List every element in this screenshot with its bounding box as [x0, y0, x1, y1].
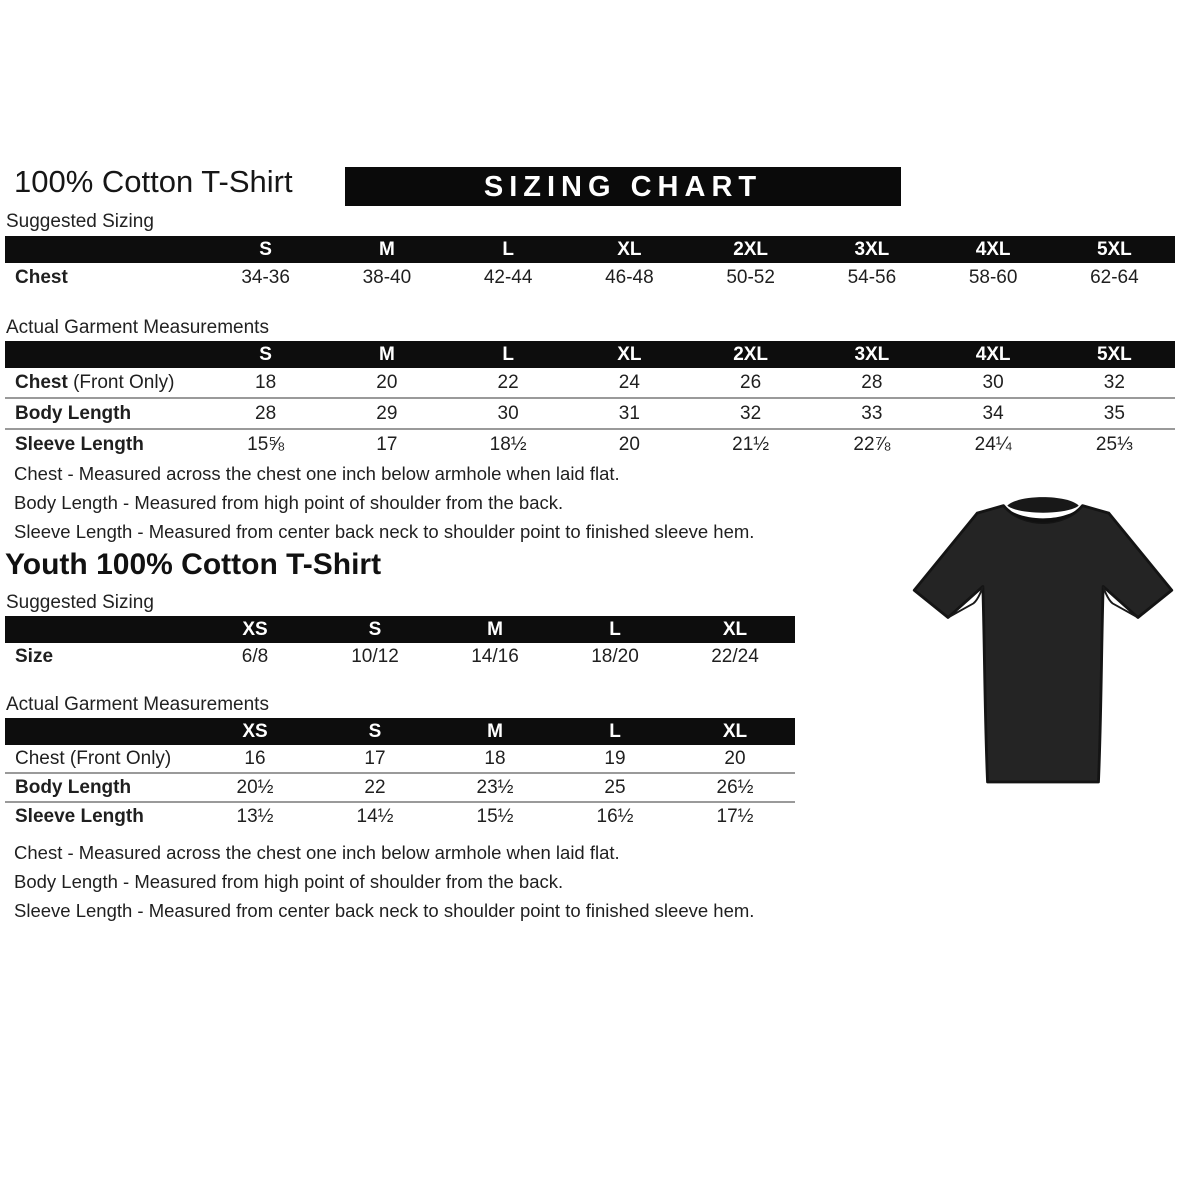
table-cell: 20 — [724, 747, 746, 769]
table-cell: 18 — [484, 747, 506, 769]
table-cell: 33 — [811, 398, 932, 429]
tshirt-graphic — [902, 478, 1184, 804]
row-label: Size — [15, 645, 54, 667]
table-cell: 34-36 — [241, 266, 290, 288]
row-label-main: Chest — [15, 371, 68, 393]
row-label: Body Length — [5, 398, 205, 429]
table-cell: 50-52 — [726, 266, 775, 288]
table-cell: 14/16 — [471, 645, 519, 667]
table-cell: 20½ — [195, 773, 315, 802]
table-cell: 32 — [1103, 371, 1125, 393]
table-cell: 23½ — [435, 773, 555, 802]
size-col-header: 2XL — [690, 236, 811, 263]
size-col-header: 2XL — [690, 341, 811, 368]
size-col-header: L — [555, 616, 675, 643]
youth-measurement-notes — [14, 838, 754, 925]
table-row — [5, 398, 1175, 429]
table-cell: 14½ — [315, 802, 435, 830]
table-cell: 32 — [690, 398, 811, 429]
table-cell: 22⅞ — [811, 429, 932, 459]
size-col-header: XL — [675, 616, 795, 643]
table-cell: 17½ — [675, 802, 795, 830]
table-row — [5, 773, 795, 802]
youth-suggested-sizing-label: Suggested Sizing — [6, 592, 154, 613]
table-row — [5, 745, 795, 773]
table-row — [5, 802, 795, 830]
empty-header-cell — [5, 616, 195, 643]
table-cell: 17 — [326, 429, 447, 459]
youth-suggested-sizing-table — [5, 616, 795, 670]
table-cell: 16 — [244, 747, 266, 769]
size-col-header: 4XL — [933, 236, 1054, 263]
table-cell: 31 — [569, 398, 690, 429]
table-cell: 54-56 — [847, 266, 897, 288]
size-col-header: L — [448, 236, 569, 263]
row-label: Sleeve Length — [5, 802, 195, 830]
table-row — [5, 263, 1175, 292]
table-cell: 35 — [1054, 398, 1175, 429]
size-col-header: M — [326, 341, 447, 368]
sizing-chart-banner: SIZING CHART — [345, 167, 901, 206]
note-line: Sleeve Length - Measured from center back neck to shoulder point to finished sleeve hem. — [14, 521, 755, 542]
row-label: Chest — [15, 266, 68, 288]
table-cell: 46-48 — [605, 266, 654, 288]
row-label: Sleeve Length — [5, 429, 205, 459]
youth-actual-measurements-table — [5, 718, 795, 830]
size-col-header: 4XL — [933, 341, 1054, 368]
table-cell: 34 — [933, 398, 1054, 429]
note-line: Sleeve Length - Measured from center back neck to shoulder point to finished sleeve hem. — [14, 900, 755, 921]
size-col-header: L — [448, 341, 569, 368]
table-cell: 22 — [497, 371, 519, 393]
size-col-header: S — [205, 236, 326, 263]
size-col-header: 5XL — [1054, 341, 1175, 368]
table-cell: 38-40 — [362, 266, 412, 288]
table-cell: 28 — [205, 398, 326, 429]
youth-section-title: Youth 100% Cotton T-Shirt — [5, 548, 382, 581]
size-col-header: M — [326, 236, 447, 263]
table-cell: 24 — [618, 371, 640, 393]
table-cell: 18½ — [448, 429, 569, 459]
table-cell: 18 — [255, 371, 277, 393]
page-title: 100% Cotton T-Shirt — [14, 164, 293, 199]
table-cell: 20 — [569, 429, 690, 459]
size-header-row — [5, 341, 1175, 368]
size-header-row — [5, 616, 795, 643]
note-line: Body Length - Measured from high point of shoulder from the back. — [14, 492, 564, 513]
adult-suggested-sizing-table — [5, 236, 1175, 292]
adult-actual-measurements-table — [5, 341, 1175, 459]
table-row — [5, 368, 1175, 398]
size-col-header: 5XL — [1054, 236, 1175, 263]
tshirt-image — [902, 478, 1184, 804]
row-label: Body Length — [5, 773, 195, 802]
note-line: Chest - Measured across the chest one inch below armhole when laid flat. — [14, 842, 620, 863]
table-cell: 26 — [740, 371, 762, 393]
table-cell: 19 — [604, 747, 626, 769]
adult-measurement-notes — [14, 459, 754, 546]
table-cell: 22 — [315, 773, 435, 802]
table-row — [5, 643, 795, 670]
size-col-header: XS — [195, 718, 315, 745]
table-cell: 25 — [555, 773, 675, 802]
table-cell: 6/8 — [241, 645, 269, 667]
table-cell: 30 — [448, 398, 569, 429]
size-header-row — [5, 236, 1175, 263]
table-cell: 21½ — [690, 429, 811, 459]
empty-header-cell — [5, 236, 205, 263]
size-col-header: S — [315, 616, 435, 643]
table-cell: 28 — [861, 371, 883, 393]
row-label — [5, 368, 205, 398]
table-cell: 10/12 — [351, 645, 399, 667]
size-col-header: S — [205, 341, 326, 368]
table-cell: 30 — [982, 371, 1004, 393]
size-col-header: M — [435, 718, 555, 745]
table-cell: 25⅓ — [1054, 429, 1175, 459]
row-label-suffix: (Front Only) — [67, 371, 175, 393]
size-col-header: S — [315, 718, 435, 745]
table-cell: 58-60 — [968, 266, 1018, 288]
empty-header-cell — [5, 341, 205, 368]
table-cell: 15½ — [435, 802, 555, 830]
table-cell: 18/20 — [591, 645, 639, 667]
size-col-header: XL — [569, 341, 690, 368]
table-cell: 15⅝ — [205, 429, 326, 459]
size-col-header: XL — [675, 718, 795, 745]
note-line: Chest - Measured across the chest one inch below armhole when laid flat. — [14, 463, 620, 484]
note-line: Body Length - Measured from high point of shoulder from the back. — [14, 871, 564, 892]
table-cell: 20 — [376, 371, 398, 393]
table-cell: 24¼ — [933, 429, 1054, 459]
size-header-row — [5, 718, 795, 745]
size-col-header: L — [555, 718, 675, 745]
empty-header-cell — [5, 718, 195, 745]
adult-suggested-sizing-label: Suggested Sizing — [6, 211, 154, 232]
youth-actual-measurements-label: Actual Garment Measurements — [6, 694, 269, 715]
table-row — [5, 429, 1175, 459]
table-cell: 22/24 — [711, 645, 759, 667]
size-col-header: M — [435, 616, 555, 643]
adult-actual-measurements-label: Actual Garment Measurements — [6, 317, 269, 338]
row-label: Chest (Front Only) — [15, 747, 172, 769]
size-col-header: 3XL — [811, 236, 932, 263]
table-cell: 17 — [364, 747, 386, 769]
size-col-header: XS — [195, 616, 315, 643]
table-cell: 13½ — [195, 802, 315, 830]
size-col-header: XL — [569, 236, 690, 263]
table-cell: 62-64 — [1090, 266, 1139, 288]
table-cell: 29 — [326, 398, 447, 429]
size-col-header: 3XL — [811, 341, 932, 368]
table-cell: 16½ — [555, 802, 675, 830]
table-cell: 42-44 — [483, 266, 533, 288]
table-cell: 26½ — [675, 773, 795, 802]
